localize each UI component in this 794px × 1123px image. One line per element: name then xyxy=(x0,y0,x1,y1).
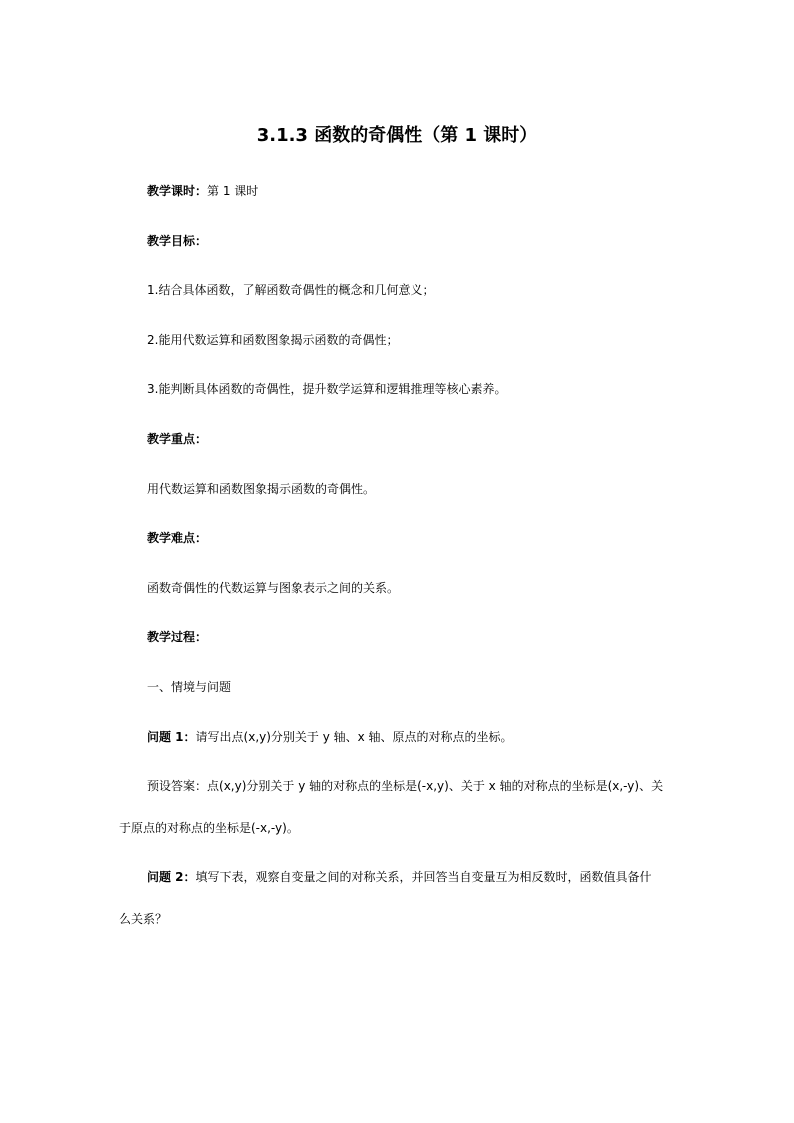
teaching-key-heading: 教学重点： xyxy=(147,432,208,446)
answer-1-line-1 xyxy=(147,778,677,794)
teaching-process-heading: 教学过程： xyxy=(147,630,208,644)
teaching-difficulty-heading: 教学难点： xyxy=(147,531,208,545)
answer-1-text-1: 点(x,y)分别关于 y 轴的对称点的坐标是(-x,y)、关于 x 轴的对称点的坐标是(x,-y)、关 xyxy=(207,779,664,793)
question-1-label: 问题 1： xyxy=(147,730,196,744)
goal-item-1: 1.结合具体函数，了解函数奇偶性的概念和几何意义； xyxy=(147,283,435,297)
teaching-hours-value: 第 1 课时 xyxy=(207,184,259,198)
question-2-text-1: 填写下表，观察自变量之间的对称关系，并回答当自变量互为相反数时，函数值具备什 xyxy=(195,870,652,884)
document-title: 3.1.3 函数的奇偶性（第 1 课时） xyxy=(256,125,538,146)
question-2-line-1 xyxy=(147,869,677,885)
section-heading-1: 一、情境与问题 xyxy=(147,680,232,694)
goal-item-3: 3.能判断具体函数的奇偶性，提升数学运算和逻辑推理等核心素养。 xyxy=(147,382,507,396)
question-1 xyxy=(147,729,513,745)
question-1-text: 请写出点(x,y)分别关于 y 轴、x 轴、原点的对称点的坐标。 xyxy=(195,730,513,744)
goal-item-2: 2.能用代数运算和函数图象揭示函数的奇偶性； xyxy=(147,333,399,347)
answer-1-line-2: 于原点的对称点的坐标是(-x,-y)。 xyxy=(119,821,299,835)
teaching-key-text: 用代数运算和函数图象揭示函数的奇偶性。 xyxy=(147,482,376,496)
question-2-label: 问题 2： xyxy=(147,870,196,884)
teaching-hours-line xyxy=(147,183,258,199)
teaching-goals-heading: 教学目标： xyxy=(147,234,208,248)
teaching-difficulty-text: 函数奇偶性的代数运算与图象表示之间的关系。 xyxy=(147,581,400,595)
teaching-hours-label: 教学课时： xyxy=(147,184,208,198)
answer-1-label: 预设答案： xyxy=(147,779,208,793)
question-2-line-2: 么关系？ xyxy=(119,912,168,926)
